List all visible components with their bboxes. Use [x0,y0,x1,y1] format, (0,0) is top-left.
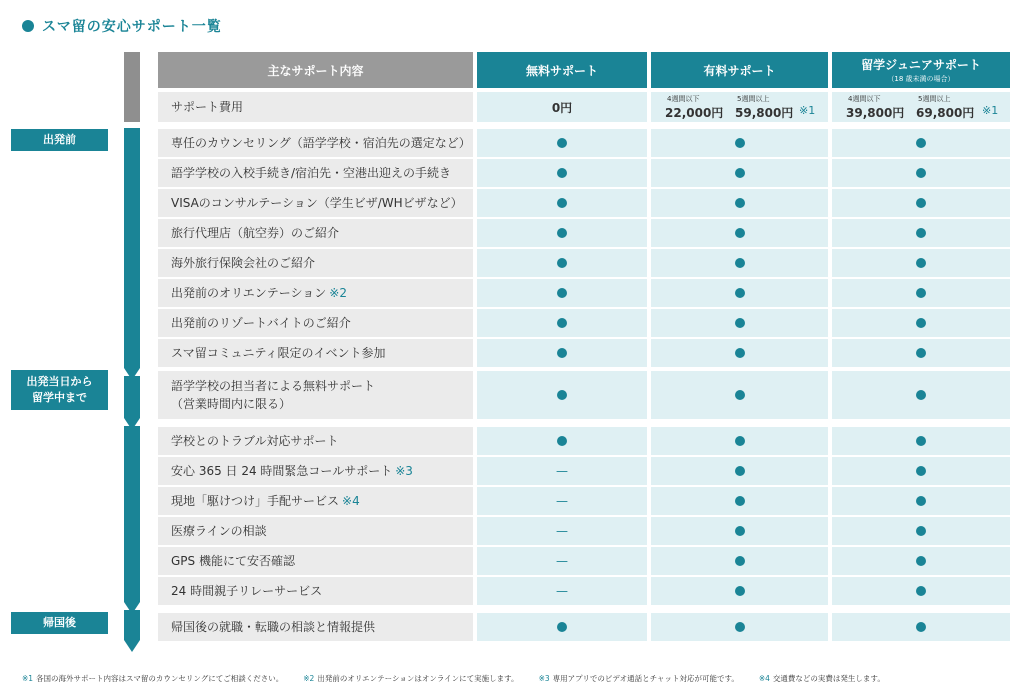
table-row-label [158,159,473,187]
available-dot-icon [557,228,567,238]
table-cell [832,219,1010,247]
table-cell [651,613,828,641]
table-cell [832,279,1010,307]
available-dot-icon [735,466,745,476]
table-cell [832,129,1010,157]
available-dot-icon [735,258,745,268]
table-cell [477,279,647,307]
table-row-label-text: 海外旅行保険会社のご紹介 [171,256,316,270]
available-dot-icon [557,258,567,268]
table-row-label [158,371,473,419]
table-row-label [158,577,473,605]
table-row-label-text: GPS 機能にて安否確認 [171,554,295,568]
available-dot-icon [735,168,745,178]
timeline-bar-during-stay-2 [124,426,140,602]
available-dot-icon [916,466,926,476]
available-dot-icon [916,526,926,536]
table-cell [477,249,647,277]
table-cell [832,517,1010,545]
cost-paid-b-price: 59,800円 [735,106,794,120]
footnote-text: 各国の海外サポート内容はスマ留のカウンセリングにてご相談ください。 [36,674,284,683]
available-dot-icon [735,622,745,632]
cost-row-label-text: サポート費用 [171,100,244,114]
available-dot-icon [557,622,567,632]
table-row-label [158,457,473,485]
table-cell [651,457,828,485]
header-plan-name: 留学ジュニアサポート [861,58,981,72]
available-dot-icon [735,318,745,328]
available-dot-icon [916,390,926,400]
cost-side-bar [124,52,140,122]
cost-free-cell [477,92,647,122]
cost-junior-a-label: 4週間以下 [848,95,881,103]
table-cell [651,427,828,455]
not-available-dash: — [556,554,568,568]
header-content-text: 主なサポート内容 [267,63,364,78]
table-cell [477,427,647,455]
timeline-bar-pre-departure [124,128,140,368]
table-cell [651,547,828,575]
footnote-text: 出発前のオリエンテーションはオンラインにて実施します。 [317,674,519,683]
not-available-dash: — [556,524,568,538]
table-row-label-text: 学校とのトラブル対応サポート [171,434,339,448]
table-row-label-text: 安心 365 日 24 時間緊急コールサポート [171,464,393,478]
table-row-label [158,339,473,367]
table-cell [477,189,647,217]
available-dot-icon [916,436,926,446]
table-cell [651,517,828,545]
timeline-bar-after-return [124,610,140,640]
phase-label-during-stay [11,370,108,410]
table-row-label [158,427,473,455]
table-row-label [158,613,473,641]
available-dot-icon [735,348,745,358]
cost-junior-b-price: 69,800円 [916,106,975,120]
table-cell [832,577,1010,605]
table-row-label [158,517,473,545]
available-dot-icon [916,318,926,328]
footnote-mark: ※4 [758,674,770,683]
table-row-label-text: 出発前のオリエンテーション [171,286,327,300]
available-dot-icon [735,436,745,446]
header-plan-name: 無料サポート [525,63,598,78]
table-cell [477,577,647,605]
available-dot-icon [916,586,926,596]
available-dot-icon [916,228,926,238]
table-cell [477,517,647,545]
cost-junior-note-ref: ※1 [982,104,999,117]
table-cell [651,159,828,187]
header-plan-paid [651,52,828,88]
not-available-dash: — [556,494,568,508]
available-dot-icon [557,348,567,358]
footnote-text: 専用アプリでのビデオ通話とチャット対応が可能です。 [552,674,739,683]
table-row-label-text: 旅行代理店（航空券）のご紹介 [171,226,340,240]
table-cell [651,249,828,277]
phase-label-during-stay-text: 出発当日から 留学中まで [26,375,93,404]
bullet-dot-icon [22,20,34,32]
table-row-note-ref: ※2 [329,286,347,300]
table-row-label-text: 帰国後の就職・転職の相談と情報提供 [171,620,376,634]
footnote-item [22,673,283,684]
table-cell [832,159,1010,187]
table-row-note-ref: ※4 [342,494,360,508]
header-plan-junior [832,52,1010,88]
cost-paid-a-price: 22,000円 [665,106,724,120]
table-row-label [158,487,473,515]
available-dot-icon [916,288,926,298]
table-cell [477,159,647,187]
table-row-label-text: 医療ラインの相談 [171,524,267,538]
available-dot-icon [735,198,745,208]
table-row-label [158,279,473,307]
cost-paid-a-label: 4週間以下 [667,95,700,103]
not-available-dash: — [556,584,568,598]
not-available-dash: — [556,464,568,478]
timeline-chevron-down-icon [120,640,144,654]
table-row-label-text: VISAのコンサルテーション（学生ビザ/WHビザなど） [171,196,463,210]
available-dot-icon [557,288,567,298]
table-cell [651,309,828,337]
table-cell [832,249,1010,277]
table-cell [477,613,647,641]
table-cell [651,189,828,217]
table-row-label [158,129,473,157]
available-dot-icon [735,138,745,148]
available-dot-icon [735,586,745,596]
table-cell [832,487,1010,515]
table-cell [651,371,828,419]
footnote-text: 交通費などの実費は発生します。 [772,674,885,683]
table-cell [477,487,647,515]
footnote-mark: ※2 [303,674,315,683]
page-title-text: スマ留の安心サポート一覧 [42,19,222,35]
available-dot-icon [735,496,745,506]
footnote-item [759,673,885,684]
footnote-item [303,673,518,684]
available-dot-icon [916,348,926,358]
cost-paid-b-label: 5週間以上 [737,95,770,103]
available-dot-icon [916,556,926,566]
header-content-label [158,52,473,88]
table-cell [651,219,828,247]
table-cell [832,371,1010,419]
cost-paid-note-ref: ※1 [799,104,816,117]
table-cell [477,371,647,419]
available-dot-icon [916,168,926,178]
cost-paid-cell [651,92,828,122]
available-dot-icon [735,390,745,400]
footnote-mark: ※1 [22,674,34,683]
available-dot-icon [916,198,926,208]
table-cell [832,309,1010,337]
footnotes [22,673,885,684]
table-cell [651,129,828,157]
available-dot-icon [916,138,926,148]
available-dot-icon [916,622,926,632]
table-row-label-text: 24 時間親子リレーサービス [171,584,323,598]
cost-junior-a-price: 39,800円 [846,106,905,120]
table-cell [651,577,828,605]
table-cell [477,219,647,247]
table-cell [477,309,647,337]
table-cell [832,457,1010,485]
available-dot-icon [735,526,745,536]
header-plan-note: （18 歳未満の場合） [887,75,955,83]
footnote-item [539,673,739,684]
page-title [22,16,222,36]
table-row-note-ref: ※3 [395,464,413,478]
header-plan-free [477,52,647,88]
table-cell [477,129,647,157]
table-cell [832,189,1010,217]
table-row-label-text: 語学学校の入校手続き/宿泊先・空港出迎えの手続き [171,166,452,180]
available-dot-icon [735,288,745,298]
cost-junior-b-label: 5週間以上 [918,95,951,103]
table-cell [832,613,1010,641]
table-cell [477,547,647,575]
available-dot-icon [557,138,567,148]
available-dot-icon [557,318,567,328]
available-dot-icon [557,198,567,208]
cost-junior-cell [832,92,1010,122]
table-row-label-text: スマ留コミュニティ限定のイベント参加 [171,346,386,360]
available-dot-icon [916,496,926,506]
table-cell [832,427,1010,455]
available-dot-icon [557,436,567,446]
table-cell [832,547,1010,575]
phase-label-after-return: 帰国後 [11,612,108,634]
available-dot-icon [916,258,926,268]
table-cell [651,279,828,307]
cost-free-value: 0円 [551,100,573,115]
table-row-label-text: 現地「駆けつけ」手配サービス [171,494,340,508]
table-cell [832,339,1010,367]
table-row-label-text: 出発前のリゾートバイトのご紹介 [171,316,351,330]
table-cell [651,487,828,515]
available-dot-icon [557,390,567,400]
cost-row-label [158,92,473,122]
table-cell [651,339,828,367]
table-cell [477,339,647,367]
available-dot-icon [735,556,745,566]
table-row-label [158,189,473,217]
footnote-mark: ※3 [538,674,550,683]
timeline-bar-during-stay-1 [124,376,140,418]
table-row-label [158,249,473,277]
table-row-label-text: 語学学校の担当者による無料サポート （営業時間内に限る） [171,379,376,411]
phase-label-pre-departure: 出発前 [11,129,108,151]
header-plan-name: 有料サポート [703,63,776,78]
available-dot-icon [557,168,567,178]
table-row-label-text: 専任のカウンセリング（語学学校・宿泊先の選定など） [171,136,471,150]
table-row-label [158,547,473,575]
table-row-label [158,219,473,247]
available-dot-icon [735,228,745,238]
table-cell [477,457,647,485]
table-row-label [158,309,473,337]
